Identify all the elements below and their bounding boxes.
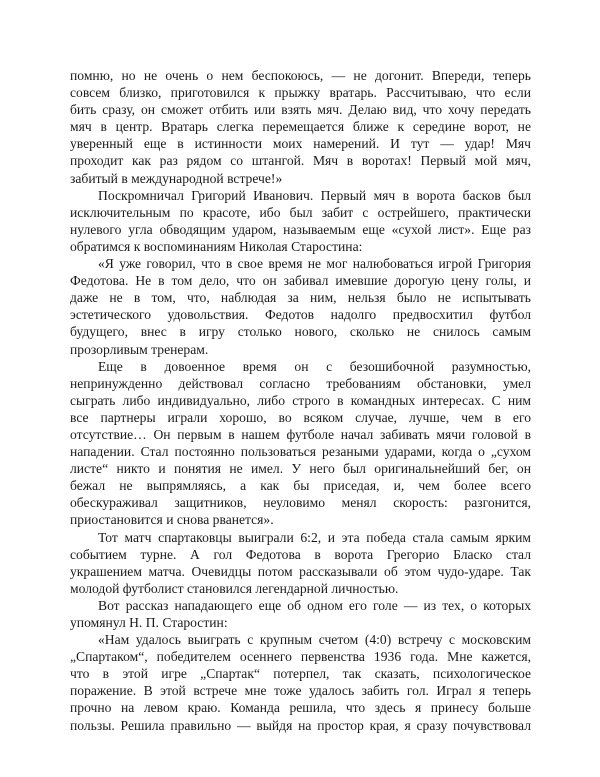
text-line: Поскромничал Григорий Иванович. Первый мяч в ворота басков был — [98, 187, 531, 203]
text-line: совсем близко, приготовился к прыжку вратарь. Рассчитываю, что если — [70, 85, 531, 101]
text-line: «Я уже говорил, что в свое время не мог налюбоваться игрой Григория — [98, 256, 531, 272]
text-line: молодой футболист становился легендарной личностью. — [70, 580, 399, 596]
text-line: обратимся к воспоминаниям Николая Старостина: — [70, 238, 363, 254]
text-line: Тот матч спартаковцы выиграли 6:2, и эта победа стала самым ярким — [98, 529, 531, 545]
text-line: обескураживал защитников, неуловимо менял скорость: разгонится, — [70, 495, 531, 511]
paragraph — [70, 255, 531, 358]
text-line: проходит как раз рядом со штангой. Мяч в воротах! Первый мой мяч, — [70, 153, 531, 169]
text-line: пользы. Решила правильно — выйдя на простор края, я сразу почувствовал — [70, 717, 531, 733]
text-line: уверенный еще в истинности моих намерений. И тут — удар! Мяч — [70, 136, 531, 152]
text-line: прочно на левом краю. Команда решила, что здесь я принесу больше — [70, 700, 531, 716]
text-line: нападении. Стал постоянно пользоваться резаными ударами, когда о „сухом — [70, 444, 531, 460]
text-line: украшением матча. Очевидцы потом рассказывали об этом чудо-ударе. Так — [70, 563, 531, 579]
text-line: даже не в том, что, наблюдая за ним, нельзя было не испытывать — [70, 290, 531, 306]
paragraph — [70, 597, 531, 631]
text-line: листе“ никто и понятия не имел. У него был оригинальнейший бег, он — [70, 461, 531, 477]
paragraph — [70, 631, 531, 734]
text-line: бить сразу, он сможет отбить или взять мяч. Делаю вид, что хочу передать — [70, 102, 531, 118]
text-line: помню, но не очень о нем беспокоюсь, — не догонит. Впереди, теперь — [70, 68, 531, 83]
text-line: приостановится и снова рванется». — [70, 512, 274, 528]
text-line: эстетического удовольствия. Федотов надолго предвосхитил футбол — [70, 307, 531, 323]
text-line: сыграть либо индивидуально, либо строго в командных интересах. С ним — [70, 392, 531, 408]
text-line: отсутствие… Он первым в нашем футболе начал забивать мячи головой в — [70, 426, 531, 442]
paragraph — [70, 67, 531, 187]
text-line: поражение. В этой встрече мне тоже удалось забить гол. Играл я теперь — [70, 683, 531, 699]
text-line: событием турне. А гол Федотова в ворота Грегорио Бласко стал — [70, 546, 531, 562]
text-line: Еще в довоенное время он с безошибочной разумностью, — [98, 358, 531, 374]
text-line: все партнеры играли хорошо, во всяком случае, лучше, чем в его — [70, 409, 531, 425]
text-line: мяч в центр. Вратарь слегка перемещается ближе к середине ворот, не — [70, 119, 531, 135]
text-line: „Спартаком“, победителем осеннего первенства 1936 года. Мне кажется, — [70, 649, 531, 665]
text-line: упомянул Н. П. Старостин: — [70, 615, 228, 630]
paragraph — [70, 358, 531, 529]
text-line: бежал не выпрямляясь, а как бы приседая, и, чем более всего — [70, 478, 531, 494]
text-line: забитый в международной встрече!» — [70, 170, 283, 186]
text-line: нулевого угла обводящим ударом, называемым еще «сухой лист». Еще раз — [70, 221, 531, 237]
text-line: Вот рассказ нападающего еще об одном его голе — из тех, о которых — [98, 597, 531, 613]
document-page — [70, 67, 531, 734]
text-line: что в этой игре „Спартак“ потерпел, так сказать, психологическое — [70, 666, 531, 682]
text-line: непринужденно действовал согласно требованиям обстановки, умел — [70, 375, 531, 391]
text-line: «Нам удалось выиграть с крупным счетом (4:0) встречу с московским — [98, 632, 531, 648]
text-line: прозорливым тренерам. — [70, 341, 209, 357]
paragraph — [70, 187, 531, 255]
text-line: исключительным по красоте, ибо был забит с острейшего, практически — [70, 204, 531, 220]
paragraph — [70, 529, 531, 597]
text-line: будущего, внес в игру столько нового, сколько не снилось самым — [70, 324, 531, 340]
text-line: Федотова. Не в том дело, что он забивал имевшие дорогую цену голы, и — [70, 273, 531, 289]
